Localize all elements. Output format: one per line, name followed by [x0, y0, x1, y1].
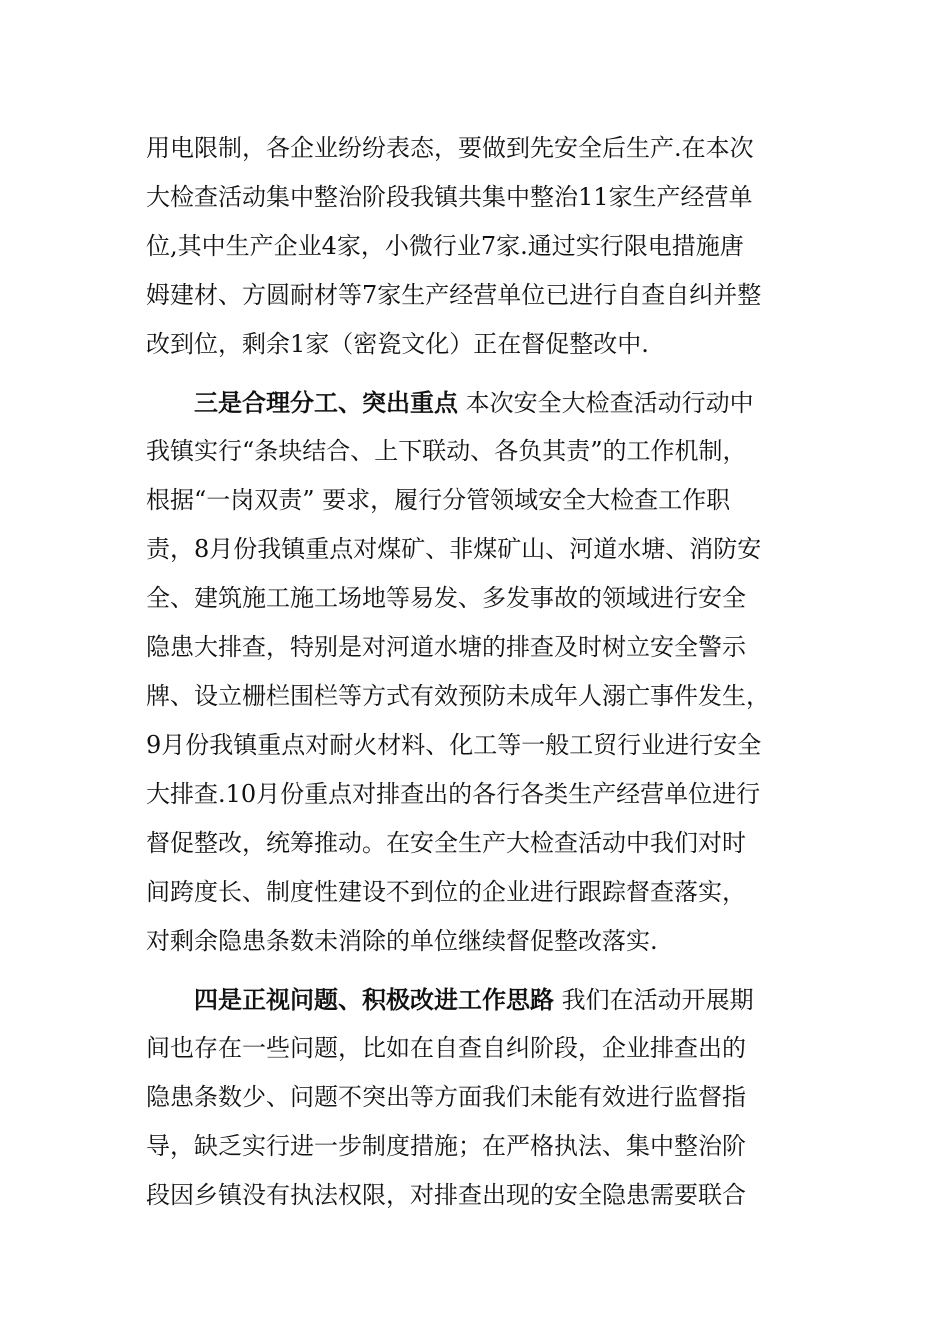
text-line: 督促整改，统筹推动。在安全生产大检查活动中我们对时 — [146, 829, 746, 857]
paragraph-first-line — [146, 378, 816, 427]
text-run: 我们在活动开展期 — [554, 986, 754, 1014]
text-line: 隐患条数少、问题不突出等方面我们未能有效进行监督指 — [146, 1083, 746, 1111]
text-line: 9月份我镇重点对耐火材料、化工等一般工贸行业进行安全 — [146, 731, 762, 759]
paragraph-four — [146, 975, 816, 1220]
text-line: 责，8月份我镇重点对煤矿、非煤矿山、河道水塘、消防安 — [146, 535, 762, 563]
text-line: 全、建筑施工施工场地等易发、多发事故的领域进行安全 — [146, 584, 746, 612]
paragraph-first-line — [146, 975, 816, 1024]
text-line: 牌、设立栅栏围栏等方式有效预防未成年人溺亡事件发生， — [146, 682, 770, 710]
document-body — [146, 124, 816, 1220]
text-line: 我镇实行“条块结合、上下联动、各负其责”的工作机制， — [146, 437, 747, 465]
text-line: 间也存在一些问题，比如在自查自纠阶段，企业排查出的 — [146, 1034, 746, 1062]
text-line: 根据“一岗双责” 要求，履行分管领域安全大检查工作职 — [146, 486, 731, 514]
text-line: 姆建材、方圆耐材等7家生产经营单位已进行自查自纠并整 — [146, 281, 762, 309]
text-line: 用电限制，各企业纷纷表态，要做到先安全后生产.在本次 — [146, 134, 754, 162]
text-line: 大排查.10月份重点对排查出的各行各类生产经营单位进行 — [146, 780, 761, 808]
text-line: 改到位，剩余1家（密瓷文化）正在督促整改中. — [146, 330, 649, 358]
text-line: 段因乡镇没有执法权限，对排查出现的安全隐患需要联合 — [146, 1181, 746, 1209]
text-line: 间跨度长、制度性建设不到位的企业进行跟踪督查落实， — [146, 878, 746, 906]
text-line: 隐患大排查，特别是对河道水塘的排查及时树立安全警示 — [146, 633, 746, 661]
section-heading: 四是正视问题、积极改进工作思路 — [194, 985, 554, 1014]
text-line: 导，缺乏实行进一步制度措施；在严格执法、集中整治阶 — [146, 1132, 746, 1160]
text-line: 对剩余隐患条数未消除的单位继续督促整改落实. — [146, 927, 658, 955]
paragraph-continuation — [146, 124, 816, 369]
text-line: 大检查活动集中整治阶段我镇共集中整治11家生产经营单 — [146, 183, 753, 211]
section-heading: 三是合理分工、突出重点 — [194, 388, 458, 417]
text-run: 本次安全大检查活动行动中 — [458, 389, 754, 417]
paragraph-three — [146, 378, 816, 966]
text-line: 位,其中生产企业4家，小微行业7家.通过实行限电措施唐 — [146, 232, 744, 260]
